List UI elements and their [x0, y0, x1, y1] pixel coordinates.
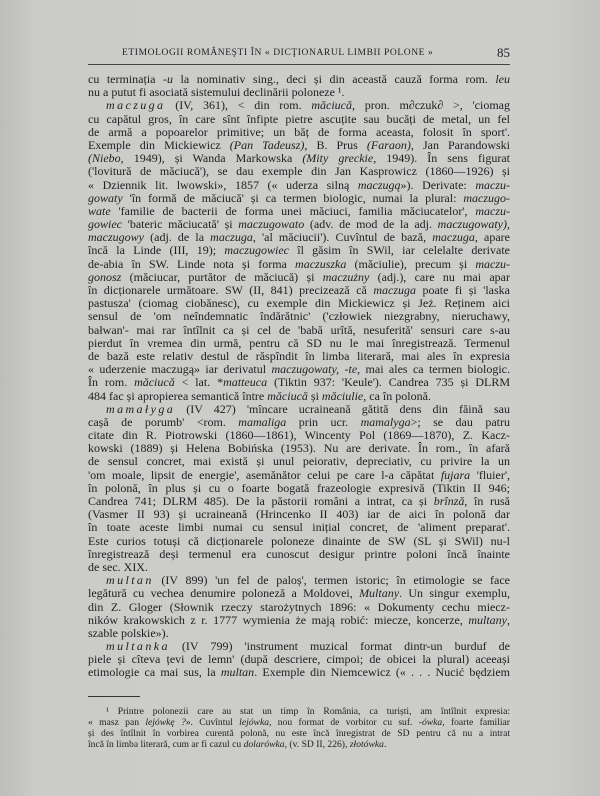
text-run: poate fi și 'laska — [416, 283, 510, 297]
text-run: 'bateric măciucată' și — [122, 217, 239, 232]
text-run: Este curios totuși că dicționarele poloneze dinainte de SW (SL și SWil) nu-l — [88, 533, 510, 548]
text-run: în dicționarele următoare. SW (II, 841) precizează că — [88, 283, 374, 297]
italic-run: maczuga — [210, 230, 253, 245]
text-run: cu terminația — [88, 72, 164, 86]
text-run: , nou format de vorbitor cu suf. — [269, 717, 419, 728]
text-run: de-abia în SW. Linde nota și forma — [88, 256, 296, 271]
italic-run: gowiec — [88, 217, 122, 232]
text-run: de bază este relativ destul de răspîndit în limba literară, mai ales în expresia — [88, 348, 510, 363]
italic-run: maczuga — [373, 283, 417, 297]
italic-run: maczu- — [475, 256, 510, 271]
italic-run: (Mity greckie — [302, 151, 374, 166]
text-run: 'fluier', — [470, 467, 511, 482]
text-run: , ca în polonă. — [363, 388, 431, 403]
text-run: (adv. de mod de la adj. — [304, 217, 438, 232]
text-run: din Z. Gloger (Słownik rzeczy starożytnych 1896: « Dokumenty cechu miecz- — [88, 599, 510, 614]
entry-headword: multan — [106, 573, 154, 588]
text-run: în polonă, în plus și cu o foarte bogată frazeologie expresivă (Tiktin II 946; — [88, 480, 510, 495]
italic-run: (Faraon) — [366, 137, 411, 152]
text-run: , foarte familiar — [442, 717, 510, 728]
italic-run: maczugowiec — [224, 243, 289, 258]
text-run: Candrea 741; DLRM 485). De la păstorii români a intrat, ca și — [88, 494, 434, 508]
italic-run: Multany — [359, 586, 400, 601]
text-run: « masz pan — [88, 717, 146, 728]
page-number: 85 — [497, 45, 510, 60]
italic-run: fujara — [440, 467, 471, 482]
italic-run: maczugo- — [463, 190, 510, 205]
text-run: « Dziennik lit. lwowski», 1857 (« uderza silną — [88, 177, 358, 192]
text-run: bałwan'- mai rar întîlnit ca și cel de 'babă urîtă, nesuferită' sensuri care s-au — [88, 322, 510, 337]
italic-run: -ówka — [418, 717, 443, 728]
text-run: szable polskie»). — [88, 625, 169, 640]
italic-run: złotówka — [349, 739, 384, 750]
text-run: 484 fac și apropierea semantică între — [88, 388, 268, 403]
header-title: ETIMOLOGII ROMÂNEŞTI ÎN « DICŢIONARUL LIMBII POLONE » — [122, 48, 434, 58]
entry-headword: maczuga — [106, 98, 166, 113]
text-run: (IV 799) 'instrument muzical format dintr-un burduf de — [169, 639, 510, 654]
text-run: kowski (1889) și Helena Bobińska (1953). Nu are derivate. În rom., în afară — [88, 441, 510, 456]
text-run: (Tiktin 937: 'Keule'). Candrea 735 și DLRM — [267, 375, 510, 390]
text-run: pierdut în vremea din urmă, pentru că SD nu le mai înregistrează. Termenul — [88, 335, 510, 350]
text-run: pastusza' (ciomag ciobănesc), cu exemple din Mickiewicz și Jeż. Reținem aici — [88, 296, 510, 311]
italic-run: mamaliga — [238, 414, 287, 429]
italic-run: măciucă — [267, 388, 308, 403]
text-run: încă la Linde (III, 19); — [88, 243, 225, 258]
text-run: »). Derivate: — [400, 177, 476, 192]
italic-run: maczu- — [475, 177, 511, 192]
italic-run: lejówkę ? — [145, 717, 186, 728]
text-run: (măciulie), precum și — [346, 256, 476, 271]
text-run: , apare — [474, 230, 510, 245]
text-run: . Un singur exemplu, — [399, 586, 510, 601]
italic-run: maczugowaty, -te — [271, 362, 358, 377]
italic-run: wate — [88, 203, 111, 218]
text-run: cu capătul gros, în care sînt înfipte pietre ascuțite sau bucăți de metal, un fel — [88, 111, 510, 126]
entry-headword: mamałyga — [106, 401, 176, 416]
text-run: prin ucr. — [286, 414, 361, 429]
text-run: sensul de 'om neîndemnatic îndărătnic' ('człowiek niezgrabny, nieruchawy, — [88, 309, 510, 324]
italic-run: maczugą — [357, 177, 401, 192]
text-run: , 1949). În sens figurat — [373, 151, 510, 166]
text-line — [88, 548, 510, 561]
italic-run: leu — [495, 72, 510, 86]
text-run: , — [507, 612, 510, 627]
italic-run: multany — [468, 612, 507, 627]
text-run: , mai ales ca termen biologic. — [357, 362, 510, 377]
text-run: . — [383, 739, 387, 750]
body-text — [88, 73, 510, 680]
italic-run: măciulie — [321, 388, 364, 403]
italic-run: gonosz — [88, 269, 122, 284]
footnote-divider — [88, 696, 140, 697]
italic-run: dolarówka — [243, 739, 285, 750]
italic-run: măciucă — [311, 98, 353, 113]
italic-run: maczugowato — [238, 217, 305, 232]
italic-run: maczuga — [432, 230, 475, 245]
text-run: ('lovitură de măciucă'), se dau exemple din Jan Kasprowicz (1860—1926) și — [88, 164, 510, 179]
italic-run: mamalyga — [360, 414, 411, 429]
text-run: înregistrează deși termenul era cunoscut desigur printre poloni încă înainte — [88, 546, 510, 561]
footnote-line — [88, 706, 510, 717]
text-run: 'familie de bacterii de forma unei măciuci, familia măciucatelor', — [110, 203, 476, 218]
text-run: >; se dau patru — [410, 414, 510, 429]
text-run: , Jan Parandowski — [410, 137, 510, 152]
text-run: (adj.), care nu mai apar — [369, 269, 510, 284]
italic-run: gowaty — [88, 190, 123, 205]
text-run: (Vasmer II 93) și ucraineană (Hrincenko II 403) iar de aici în polonă dar — [88, 507, 510, 522]
italic-run: maczużny — [322, 269, 370, 284]
text-run: . Exemple din Niemcewicz (« . . . Nucić będziem — [254, 665, 510, 680]
italic-run: lejówka — [239, 717, 270, 728]
text-run: (măciucar, purtător de măciucă) și — [121, 269, 323, 284]
italic-run: maczugowy — [88, 230, 144, 245]
text-run: de sec. XIX. — [88, 559, 148, 574]
text-run: ników krakowskich z r. 1777 wymienia że mają robić: miecze, koncerze, — [88, 612, 469, 627]
footnote-line — [88, 717, 510, 728]
text-run: 'în formă de măciucă' și ca termen biologic, numai la plural: — [122, 190, 464, 205]
text-run: etimologie ca mai sus, la — [88, 665, 221, 680]
text-run: și des întîlnit în vorbirea curentă polonă, nu este încă înregistrat de SD pentru că nu a intrat — [88, 728, 510, 739]
text-run: în toate aceste limbi numai cu sensul inițial concret, de 'aliment preparat'. — [88, 520, 510, 535]
text-run: ». Cuvîntul — [185, 717, 240, 728]
text-run: Exemple din Mickiewicz — [88, 137, 230, 152]
text-run: legătură cu vechea denumire poloneză a Moldovei, — [88, 586, 360, 601]
italic-run: -u — [163, 72, 174, 86]
text-run: piele și cîteva țevi de lemn' (după descriere, cimpoi; de obicei la plural) aceeași — [88, 652, 510, 667]
text-run: de sensul concret, mai există și unul peiorativ, depreciativ, cu privire la un — [88, 454, 510, 469]
text-run: , în rusă — [464, 494, 511, 508]
text-run: de armă a popoarelor primitive; un băț de forma aceasta, folosit în sport'. — [88, 124, 510, 139]
text-run: nu a putut fi asociată sistemului declinării poloneze ¹. — [88, 85, 345, 100]
italic-run: brînză — [433, 494, 465, 508]
text-run: « uderzenie maczugą» iar derivatul — [88, 362, 272, 377]
footnote-line — [88, 739, 510, 750]
text-run: la nominativ sing., deci și din această cauză forma rom. — [173, 72, 496, 86]
italic-run: multan — [220, 665, 255, 680]
text-run: 'om moale, lipsit de energie', asemănător celui pe care l-a căpătat — [88, 467, 441, 482]
text-run: (IV 899) 'un fel de paloș', termen istoric; în etimologie se face — [153, 573, 510, 588]
italic-run: măciucă — [134, 375, 175, 390]
entry-headword: multanka — [106, 639, 170, 654]
italic-run: maczu- — [475, 203, 510, 218]
italic-run: maczugowaty), — [437, 217, 510, 232]
text-run: (adj. de la — [144, 230, 211, 245]
text-run: citate din R. Piotrowski (1860—1861), Wincenty Pol (1869—1870), Z. Kacz- — [88, 428, 510, 443]
italic-run: maczuszka — [295, 256, 347, 271]
text-run: încă în limba literară, cum ar fi cazul cu — [88, 739, 244, 750]
text-run: În rom. — [88, 375, 135, 390]
text-run: , 1949), și Wanda Markowska — [120, 151, 303, 166]
text-run: , (v. SD II, 226), — [284, 739, 350, 750]
text-run: și — [307, 388, 322, 403]
text-run: (IV 427) 'mîncare ucraineană gătită dens din făină sau — [175, 401, 510, 416]
text-line — [88, 666, 510, 679]
text-run: cașă de porumb' <rom. — [88, 414, 239, 429]
running-header — [88, 44, 510, 65]
footnote-line — [88, 728, 510, 739]
text-run: < lat. * — [174, 375, 224, 390]
italic-run: (Pan Tadeusz) — [229, 137, 305, 152]
footnotes — [88, 706, 510, 750]
text-run: îl găsim în SWil, iar celelalte derivate — [288, 243, 510, 258]
text-run: , B. Prus — [304, 137, 367, 152]
text-run: , pron. m∂czuk∂ >, 'ciomag — [352, 98, 511, 113]
text-run: , 'al măciucii'). Cuvîntul de bază, — [252, 230, 433, 245]
italic-run: matteuca — [223, 375, 268, 390]
italic-run: (Niebo — [88, 151, 121, 166]
text-run: ¹ Printre polonezii care au stat un timp în România, ca turiști, am întîlnit expresia: — [106, 706, 510, 717]
text-run: (IV, 361), < din rom. — [165, 98, 312, 113]
